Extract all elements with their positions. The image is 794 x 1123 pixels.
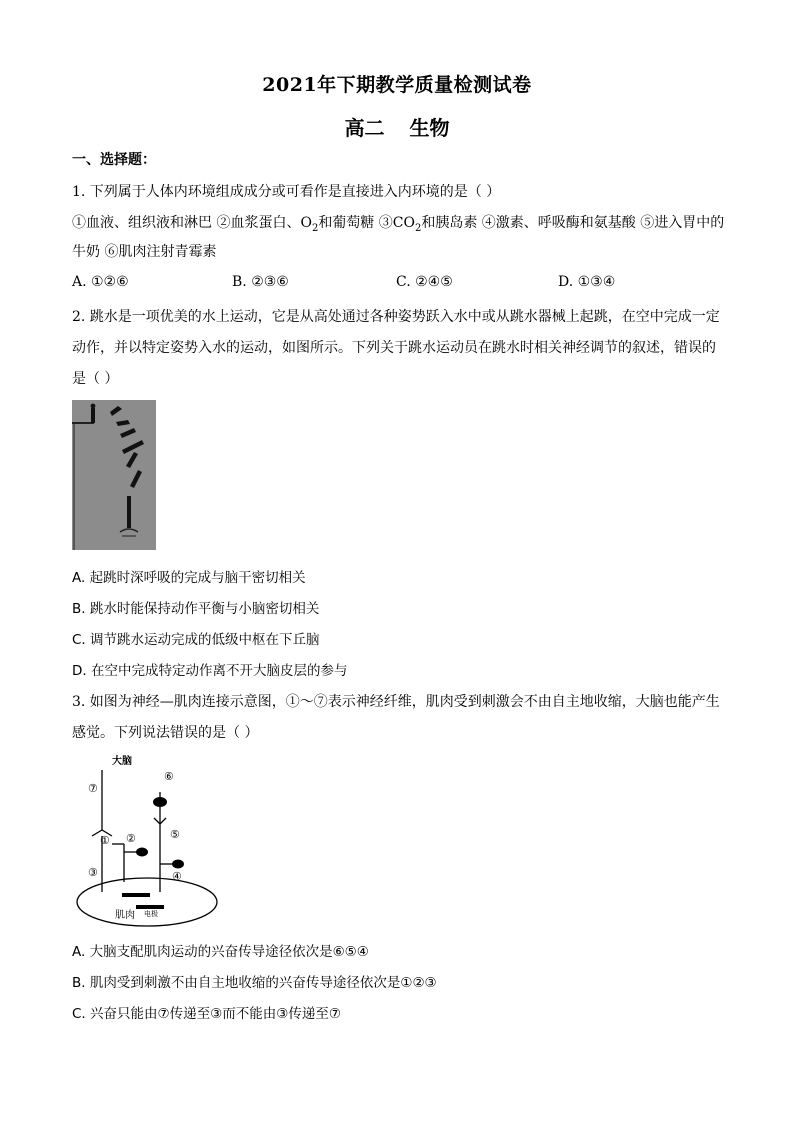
q3-stem-line2: 感觉。下列说法错误的是（ ） (72, 725, 259, 741)
q3-option-a[interactable]: A. 大脑支配肌肉运动的兴奋传导途径依次是⑥⑤④ (72, 944, 369, 960)
q1-items-line1 (72, 213, 724, 239)
q1-option-a[interactable]: A. ①②⑥ (72, 274, 129, 290)
label-2: ② (126, 832, 136, 845)
q3-stem-line1: 3. 如图为神经—肌肉连接示意图，①～⑦表示神经纤维，肌肉受到刺激会不由自主地收缩，大脑也能产生 (72, 694, 720, 710)
q1-option-d[interactable]: D. ①③④ (558, 274, 616, 290)
label-4: ④ (172, 870, 182, 883)
q2-option-d[interactable]: D. 在空中完成特定动作离不开大脑皮层的参与 (72, 663, 348, 679)
exam-subtitle: 高二 生物 (344, 116, 450, 140)
q1-items-text-a: ①血液、组织液和淋巴 ②血浆蛋白、O (72, 215, 312, 231)
electrode-label: 电极 (144, 910, 158, 918)
section-heading: 一、选择题： (72, 152, 156, 168)
diving-photo (72, 400, 156, 550)
brain-label: 大脑 (112, 756, 132, 767)
q2-stem-line3: 是（ ） (72, 371, 119, 387)
q1-items-sub2: 2 (414, 222, 422, 234)
label-7: ⑦ (88, 782, 98, 795)
q2-option-c[interactable]: C. 调节跳水运动完成的低级中枢在下丘脑 (72, 632, 320, 648)
q3-option-b[interactable]: B. 肌肉受到刺激不由自主地收缩的兴奋传导途径依次是①②③ (72, 975, 437, 991)
muscle-label: 肌肉 (115, 910, 135, 921)
q3-option-c[interactable]: C. 兴奋只能由⑦传递至③而不能由③传递至⑦ (72, 1006, 341, 1022)
q1-stem: 1. 下列属于人体内环境组成成分或可看作是直接进入内环境的是（ ） (72, 184, 501, 200)
q2-stem-line1: 2. 跳水是一项优美的水上运动，它是从高处通过各种姿势跃入水中或从跳水器械上起跳，在空中完成一定 (72, 309, 720, 325)
q2-option-a[interactable]: A. 起跳时深呼吸的完成与脑干密切相关 (72, 570, 306, 586)
label-6: ⑥ (164, 770, 174, 783)
label-5: ⑤ (170, 828, 180, 841)
label-3: ③ (88, 866, 98, 879)
diver-figure-icon (72, 400, 156, 550)
nerve-muscle-diagram (72, 752, 252, 932)
q1-option-c[interactable]: C. ②④⑤ (396, 274, 453, 290)
exam-title: 2021年下期教学质量检测试卷 (262, 74, 532, 96)
q1-items-sub1: 2 (311, 222, 319, 234)
q2-option-b[interactable]: B. 跳水时能保持动作平衡与小脑密切相关 (72, 601, 320, 617)
q1-items-line2: 牛奶 ⑥肌肉注射青霉素 (72, 244, 217, 260)
label-1: ① (100, 834, 110, 847)
q1-option-b[interactable]: B. ②③⑥ (232, 274, 289, 290)
q1-items-text-c: 和胰岛素 ④激素、呼吸酶和氨基酸 ⑤进入胃中的 (421, 215, 725, 231)
q1-items-text-b: 和葡萄糖 ③CO (318, 215, 415, 231)
q2-stem-line2: 动作，并以特定姿势入水的运动，如图所示。下列关于跳水运动员在跳水时相关神经调节的叙述，错误的 (72, 340, 716, 356)
